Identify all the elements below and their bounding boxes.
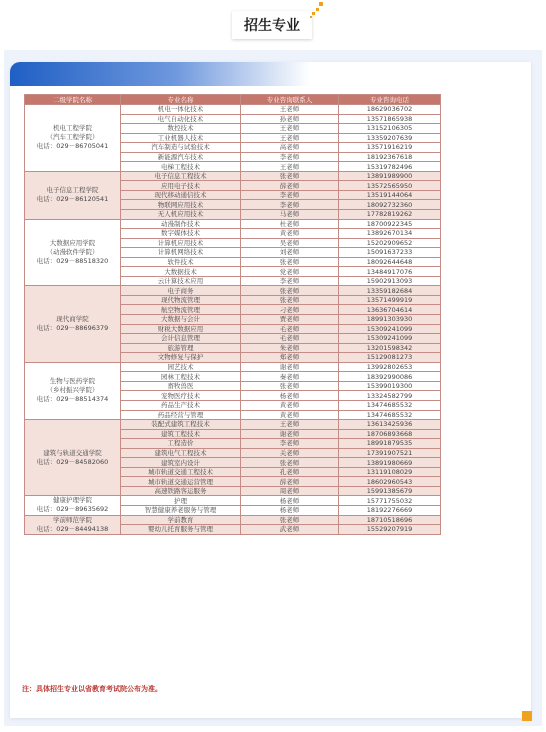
college-phone: 电话：029－86705041 <box>36 142 109 151</box>
header-major: 专业名称 <box>121 95 241 105</box>
major-name: 药品生产技术 <box>121 400 241 410</box>
major-name: 计算机网络技术 <box>121 248 241 258</box>
contact-name: 武老师 <box>241 525 339 535</box>
contact-phone: 15771755032 <box>339 496 441 506</box>
major-name: 数控技术 <box>121 124 241 134</box>
page-title: 招生专业 <box>232 11 312 39</box>
contact-name: 黄老师 <box>241 410 339 420</box>
major-name: 工程造价 <box>121 439 241 449</box>
contact-name: 张老师 <box>241 286 339 296</box>
table-row <box>25 420 441 430</box>
contact-phone: 15309241099 <box>339 324 441 334</box>
college-name: 大数据应用学院 <box>49 238 96 247</box>
contact-phone: 13119108029 <box>339 467 441 477</box>
major-name: 应用电子技术 <box>121 181 241 191</box>
contact-name: 王老师 <box>241 420 339 430</box>
contact-name: 党老师 <box>241 267 339 277</box>
corner-accent <box>522 711 532 721</box>
contact-phone: 18392990086 <box>339 372 441 382</box>
major-name: 大数据技术 <box>121 267 241 277</box>
college-cell <box>25 105 121 172</box>
table-row <box>25 362 441 372</box>
major-name: 建筑室内设计 <box>121 458 241 468</box>
major-name: 园艺技术 <box>121 362 241 372</box>
contact-name: 刘老师 <box>241 248 339 258</box>
major-name: 航空物流管理 <box>121 305 241 315</box>
card-header-band <box>10 62 310 86</box>
contact-name: 王老师 <box>241 105 339 115</box>
contact-phone: 15902913093 <box>339 276 441 286</box>
contact-phone: 15529207919 <box>339 525 441 535</box>
major-name: 软件技术 <box>121 257 241 267</box>
table-row <box>25 105 441 115</box>
contact-phone: 13992802653 <box>339 362 441 372</box>
college-subname: （汽车工程学院） <box>46 133 99 142</box>
contact-name: 谢老师 <box>241 362 339 372</box>
contact-phone: 13359182684 <box>339 286 441 296</box>
contact-phone: 15091637233 <box>339 248 441 258</box>
contact-name: 吴老师 <box>241 238 339 248</box>
major-name: 婴幼儿托育服务与管理 <box>121 525 241 535</box>
contact-phone: 18602960543 <box>339 477 441 487</box>
contact-name: 孔老师 <box>241 467 339 477</box>
college-cell <box>25 496 121 515</box>
contact-name: 张老师 <box>241 171 339 181</box>
major-name: 宠物医疗技术 <box>121 391 241 401</box>
contact-phone: 15991385679 <box>339 486 441 496</box>
contact-phone: 15399019300 <box>339 381 441 391</box>
contact-name: 王老师 <box>241 133 339 143</box>
contact-name: 周老师 <box>241 486 339 496</box>
contact-name: 关老师 <box>241 448 339 458</box>
contact-name: 张老师 <box>241 515 339 525</box>
contact-name: 马老师 <box>241 210 339 220</box>
contact-name: 孙老师 <box>241 114 339 124</box>
contact-phone: 18991879535 <box>339 439 441 449</box>
major-name: 新能源汽车技术 <box>121 152 241 162</box>
college-name: 机电工程学院 <box>53 124 92 133</box>
contact-phone: 13572565950 <box>339 181 441 191</box>
contact-phone: 18710518696 <box>339 515 441 525</box>
contact-phone: 18706893668 <box>339 429 441 439</box>
contact-name: 杨老师 <box>241 391 339 401</box>
header-college: 二级学院名称 <box>25 95 121 105</box>
contact-name: 张老师 <box>241 257 339 267</box>
contact-name: 王老师 <box>241 124 339 134</box>
major-name: 药品经营与管理 <box>121 410 241 420</box>
major-name: 电子信息工程技术 <box>121 171 241 181</box>
contact-phone: 18192276669 <box>339 505 441 515</box>
college-subname: （动漫软件学院） <box>46 247 99 256</box>
college-cell <box>25 219 121 286</box>
major-name: 云计算技术应用 <box>121 276 241 286</box>
major-name: 护理 <box>121 496 241 506</box>
college-phone: 电话：029－88514374 <box>36 395 109 404</box>
contact-phone: 17782819262 <box>339 210 441 220</box>
major-name: 电梯工程技术 <box>121 162 241 172</box>
contact-phone: 18092644648 <box>339 257 441 267</box>
contact-name: 薛老师 <box>241 181 339 191</box>
contact-phone: 13613425936 <box>339 420 441 430</box>
college-cell <box>25 515 121 534</box>
major-name: 物联网应用技术 <box>121 200 241 210</box>
contact-phone: 15309241099 <box>339 334 441 344</box>
major-name: 大数据与会计 <box>121 315 241 325</box>
major-name: 城市轨道交通运营管理 <box>121 477 241 487</box>
contact-phone: 13359207639 <box>339 133 441 143</box>
contact-phone: 15319782496 <box>339 162 441 172</box>
contact-name: 李老师 <box>241 200 339 210</box>
major-name: 现代物流管理 <box>121 295 241 305</box>
major-name: 城市轨道交通工程技术 <box>121 467 241 477</box>
major-table <box>24 94 441 535</box>
table-header-row <box>25 95 441 105</box>
contact-name: 毛老师 <box>241 334 339 344</box>
major-name: 建筑工程技术 <box>121 429 241 439</box>
footnote: 注：具体招生专业以省教育考试院公布为准。 <box>22 685 162 693</box>
college-name: 学前师范学院 <box>53 515 92 524</box>
major-name: 现代移动通信技术 <box>121 190 241 200</box>
contact-phone: 18629036702 <box>339 105 441 115</box>
contact-phone: 15129081273 <box>339 353 441 363</box>
contact-phone: 18092732360 <box>339 200 441 210</box>
contact-name: 谢老师 <box>241 429 339 439</box>
table-row <box>25 286 441 296</box>
contact-phone: 13891980669 <box>339 458 441 468</box>
contact-name: 贾老师 <box>241 315 339 325</box>
college-cell <box>25 420 121 496</box>
college-phone: 电话：029－86120541 <box>36 195 109 204</box>
contact-name: 毛老师 <box>241 324 339 334</box>
college-cell <box>25 171 121 219</box>
contact-phone: 13324582799 <box>339 391 441 401</box>
major-name: 智慧健康养老服务与管理 <box>121 505 241 515</box>
contact-phone: 13474685532 <box>339 400 441 410</box>
major-name: 计算机应用技术 <box>121 238 241 248</box>
contact-name: 秦老师 <box>241 372 339 382</box>
table-row <box>25 219 441 229</box>
contact-name: 黄老师 <box>241 229 339 239</box>
table-row <box>25 496 441 506</box>
contact-name: 杜老师 <box>241 219 339 229</box>
major-name: 旅游管理 <box>121 343 241 353</box>
major-name: 电气自动化技术 <box>121 114 241 124</box>
contact-name: 张老师 <box>241 295 339 305</box>
contact-phone: 13892670134 <box>339 229 441 239</box>
major-name: 畜牧兽医 <box>121 381 241 391</box>
contact-name: 李老师 <box>241 439 339 449</box>
contact-name: 张老师 <box>241 381 339 391</box>
major-name: 会计信息管理 <box>121 334 241 344</box>
college-phone: 电话：029－88518320 <box>36 256 109 265</box>
contact-name: 朱老师 <box>241 343 339 353</box>
college-cell <box>25 286 121 362</box>
major-name: 电子商务 <box>121 286 241 296</box>
contact-name: 杨老师 <box>241 496 339 506</box>
table-row <box>25 171 441 181</box>
college-subname: （乡村振兴学院） <box>46 386 99 395</box>
college-phone: 电话：029－88696379 <box>36 324 109 333</box>
contact-phone: 13484917076 <box>339 267 441 277</box>
table-row <box>25 515 441 525</box>
contact-name: 王老师 <box>241 162 339 172</box>
contact-phone: 18192367618 <box>339 152 441 162</box>
major-name: 无人机应用技术 <box>121 210 241 220</box>
major-name: 园林工程技术 <box>121 372 241 382</box>
decorative-dots-icon <box>310 2 326 18</box>
major-name: 装配式建筑工程技术 <box>121 420 241 430</box>
major-name: 动漫制作技术 <box>121 219 241 229</box>
contact-name: 杨老师 <box>241 505 339 515</box>
contact-name: 高老师 <box>241 143 339 153</box>
contact-name: 张老师 <box>241 458 339 468</box>
college-cell <box>25 362 121 419</box>
contact-phone: 13571916219 <box>339 143 441 153</box>
contact-name: 李老师 <box>241 190 339 200</box>
contact-phone: 13152106305 <box>339 124 441 134</box>
college-name: 健康护理学院 <box>53 496 92 505</box>
contact-phone: 15202909652 <box>339 238 441 248</box>
header-contact: 专业咨询联系人 <box>241 95 339 105</box>
contact-phone: 17391907521 <box>339 448 441 458</box>
major-name: 数字媒体技术 <box>121 229 241 239</box>
college-name: 现代商学院 <box>56 315 89 324</box>
table-body <box>25 105 441 535</box>
major-name: 工业机器人技术 <box>121 133 241 143</box>
contact-name: 李老师 <box>241 276 339 286</box>
major-name: 汽车制造与试验技术 <box>121 143 241 153</box>
header-phone: 专业咨询电话 <box>339 95 441 105</box>
contact-phone: 13571499919 <box>339 295 441 305</box>
contact-name: 李老师 <box>241 152 339 162</box>
contact-name: 黄老师 <box>241 400 339 410</box>
college-phone: 电话：029－89635692 <box>36 505 109 514</box>
contact-phone: 18700922345 <box>339 219 441 229</box>
contact-phone: 13201598342 <box>339 343 441 353</box>
contact-phone: 13474685532 <box>339 410 441 420</box>
college-name: 生物与医药学院 <box>49 377 96 386</box>
contact-name: 郑老师 <box>241 353 339 363</box>
contact-phone: 13519144064 <box>339 190 441 200</box>
major-name: 学前教育 <box>121 515 241 525</box>
contact-phone: 13636704614 <box>339 305 441 315</box>
contact-name: 刁老师 <box>241 305 339 315</box>
major-name: 机电一体化技术 <box>121 105 241 115</box>
contact-phone: 18991303930 <box>339 315 441 325</box>
college-phone: 电话：029－84582060 <box>36 457 109 466</box>
major-name: 建筑电气工程技术 <box>121 448 241 458</box>
contact-phone: 13571865938 <box>339 114 441 124</box>
contact-phone: 13891989900 <box>339 171 441 181</box>
college-name: 电子信息工程学院 <box>46 186 99 195</box>
contact-name: 薛老师 <box>241 477 339 487</box>
major-name: 文物修复与保护 <box>121 353 241 363</box>
major-name: 高速铁路客运服务 <box>121 486 241 496</box>
major-name: 财税大数据应用 <box>121 324 241 334</box>
college-name: 建筑与轨道交通学院 <box>43 448 102 457</box>
college-phone: 电话：029－84494138 <box>36 524 109 533</box>
